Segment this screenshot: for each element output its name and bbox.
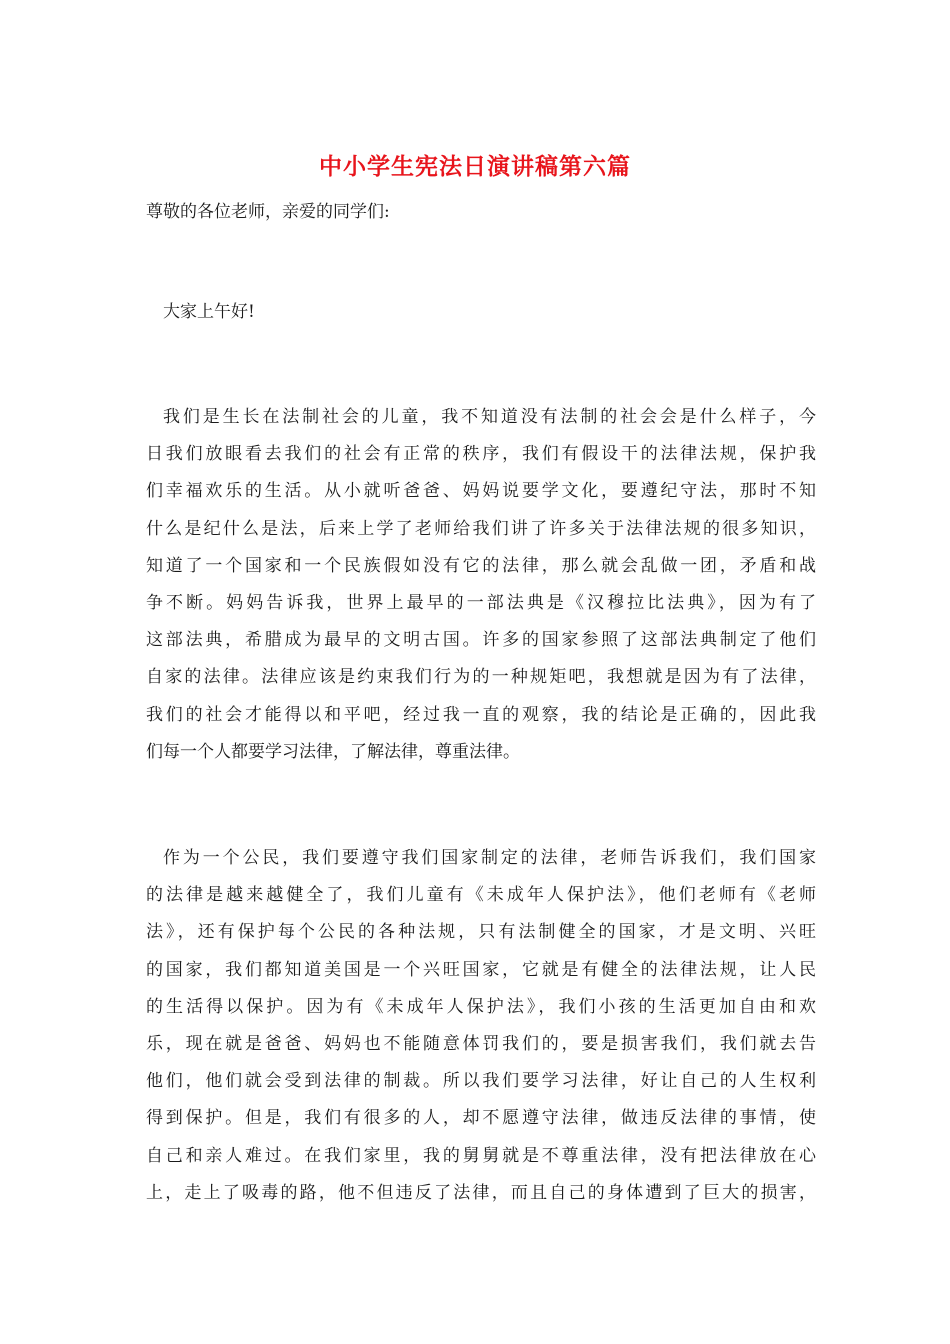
paragraph-line: 自己和亲人难过。在我们家里，我的舅舅就是不尊重法律，没有把法律放在心 — [146, 1145, 816, 1166]
paragraph-2 — [146, 843, 816, 1215]
paragraph-line: 这部法典，希腊成为最早的文明古国。许多的国家参照了这部法典制定了他们 — [146, 630, 816, 651]
paragraph-line: 日我们放眼看去我们的社会有正常的秩序，我们有假设干的法律法规，保护我 — [146, 444, 816, 465]
paragraph-line: 得到保护。但是，我们有很多的人，却不愿遵守法律，做违反法律的事情，使 — [146, 1108, 816, 1129]
paragraph-line: 们幸福欢乐的生活。从小就听爸爸、妈妈说要学文化，要遵纪守法，那时不知 — [146, 481, 816, 502]
paragraph-line: 作为一个公民，我们要遵守我们国家制定的法律，老师告诉我们，我们国家 — [163, 848, 816, 868]
paragraph-line: 什么是纪什么是法，后来上学了老师给我们讲了许多关于法律法规的很多知识， — [146, 518, 816, 539]
paragraph-line: 们每一个人都要学习法律，了解法律，尊重法律。 — [146, 741, 520, 762]
paragraph-line: 的生活得以保护。因为有《未成年人保护法》，我们小孩的生活更加自由和欢 — [146, 996, 816, 1017]
paragraph-line: 他们，他们就会受到法律的制裁。所以我们要学习法律，好让自己的人生权利 — [146, 1071, 816, 1092]
paragraph-line: 知道了一个国家和一个民族假如没有它的法律，那么就会乱做一团，矛盾和战 — [146, 555, 816, 576]
paragraph-line: 上，走上了吸毒的路，他不但违反了法律，而且自己的身体遭到了巨大的损害， — [146, 1182, 816, 1203]
paragraph-line: 法》，还有保护每个公民的各种法规，只有法制健全的国家，才是文明、兴旺 — [146, 922, 816, 943]
paragraph-line: 的法律是越来越健全了，我们儿童有《未成年人保护法》，他们老师有《老师 — [146, 885, 816, 906]
salutation: 尊敬的各位老师，亲爱的同学们: — [146, 202, 390, 222]
paragraph-line: 我们的社会才能得以和平吧，经过我一直的观察，我的结论是正确的，因此我 — [146, 704, 816, 725]
paragraph-1 — [146, 402, 816, 774]
paragraph-line: 我们是生长在法制社会的儿童，我不知道没有法制的社会会是什么样子，今 — [163, 407, 816, 427]
paragraph-line: 的国家，我们都知道美国是一个兴旺国家，它就是有健全的法律法规，让人民 — [146, 959, 816, 980]
paragraph-line: 自家的法律。法律应该是约束我们行为的一种规矩吧，我想就是因为有了法律， — [146, 667, 816, 688]
document-title: 中小学生宪法日演讲稿第六篇 — [319, 153, 631, 180]
paragraph-line: 乐，现在就是爸爸、妈妈也不能随意体罚我们的，要是损害我们，我们就去告 — [146, 1033, 816, 1054]
paragraph-line: 争不断。妈妈告诉我，世界上最早的一部法典是《汉穆拉比法典》，因为有了 — [146, 592, 816, 613]
greeting: 大家上午好! — [163, 302, 255, 322]
